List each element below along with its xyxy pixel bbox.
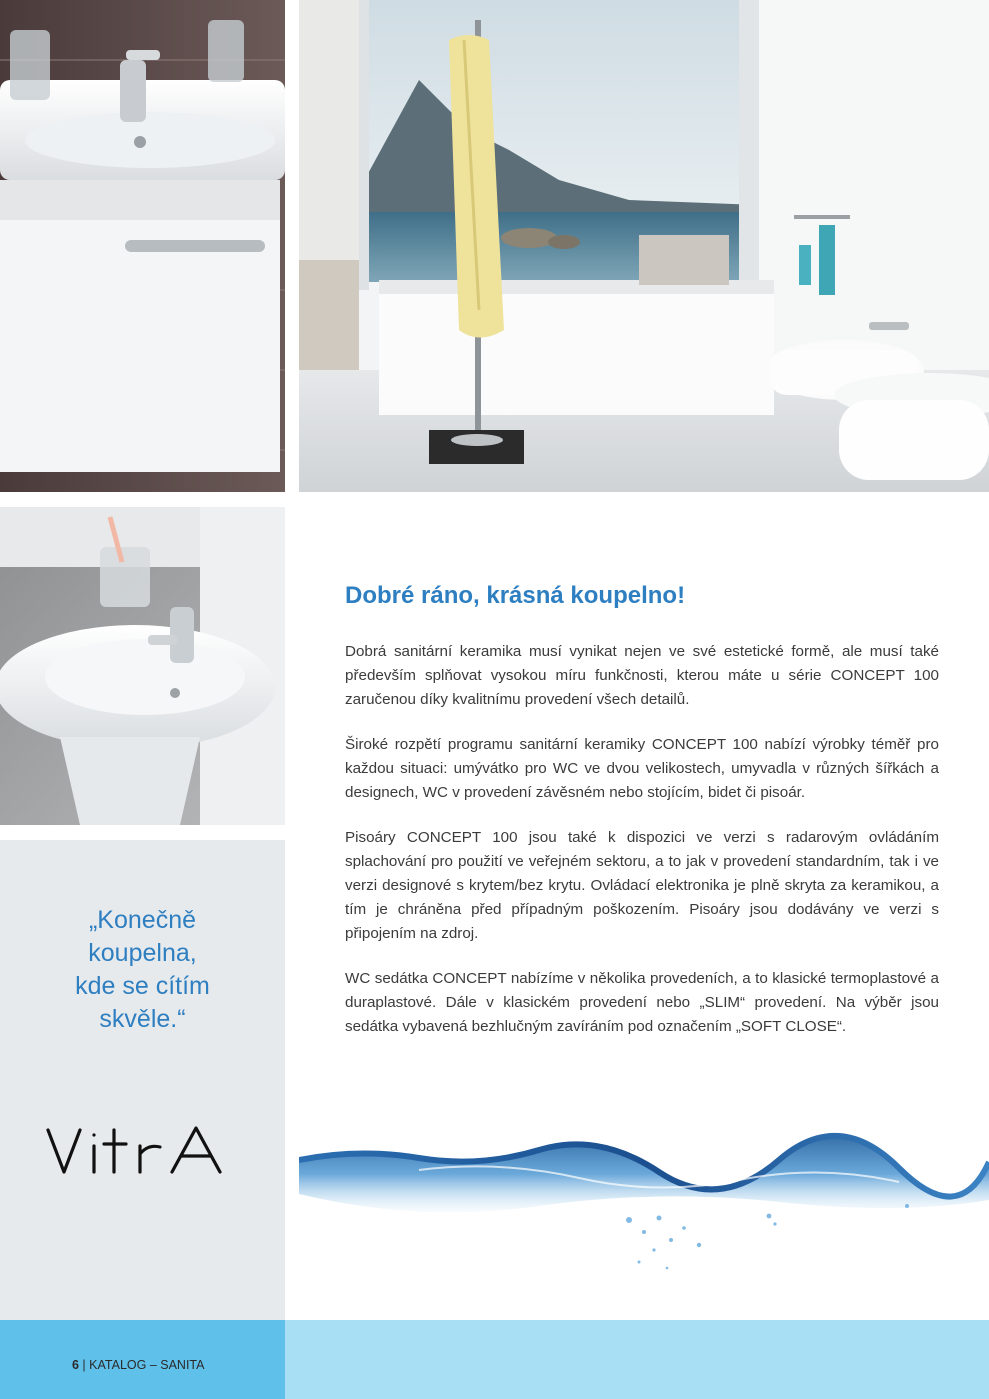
paragraph: Široké rozpětí programu sanitární keramiky CONCEPT 100 nabízí výrobky téměř pro každou situaci: umývátko pro WC ve dvou velikostech, umyvadla v různých šířkách a designech, WC v provedení závěsném nebo stojícím, bidet či pisoár. bbox=[345, 736, 939, 801]
vanity-washbasin-photo bbox=[0, 0, 285, 492]
headline: Dobré ráno, krásná koupelno! bbox=[345, 582, 686, 609]
paragraph: Dobrá sanitární keramika musí vynikat nejen ve své estetické formě, ale musí také především splňovat vysokou míru funkčnosti, kterou máte u série CONCEPT 100 zaručenou díky kvalitnímu provedení všech detailů. bbox=[345, 643, 939, 708]
water-wave-image bbox=[299, 1120, 989, 1290]
page-footer bbox=[72, 1358, 204, 1372]
quote-line: koupelna, bbox=[88, 939, 197, 967]
pedestal-washbasin-photo bbox=[0, 507, 285, 825]
vitra-logo bbox=[44, 1122, 244, 1182]
footer-bar-right bbox=[285, 1320, 989, 1399]
quote-line: „Konečně bbox=[88, 906, 197, 934]
quote-line: kde se cítím bbox=[75, 972, 210, 1000]
footer-bar-left bbox=[0, 1320, 285, 1399]
bathroom-sea-view-photo bbox=[299, 0, 989, 492]
pull-quote bbox=[30, 904, 255, 1036]
page-number: 6 bbox=[72, 1358, 79, 1372]
article bbox=[345, 580, 939, 1060]
footer-separator: | bbox=[78, 1358, 90, 1372]
paragraph: WC sedátka CONCEPT nabízíme v několika provedeních, a to klasické termoplastové a duraplastové. Dále v klasickém provedení nebo „SLIM“ provedení. Na výběr jsou sedátka vybavená bezhlučným zavíráním pod označením „SOFT CLOSE“. bbox=[345, 970, 939, 1035]
quote-panel bbox=[0, 840, 285, 1320]
paragraph: Pisoáry CONCEPT 100 jsou také k dispozici ve verzi s radarovým ovládáním splachování pro použití ve veřejném sektoru, a to jak v provedení standardním, tak i ve verzi designové s krytem/bez krytu. Ovládací elektronika je plně skryta za keramikou, a tím je chráněna před případným poškozením. Pisoáry jsou dodávány ve verzi s připojením na zdroj. bbox=[345, 829, 939, 942]
quote-line: skvěle.“ bbox=[99, 1005, 186, 1033]
catalog-label: KATALOG – SANITA bbox=[89, 1358, 205, 1372]
